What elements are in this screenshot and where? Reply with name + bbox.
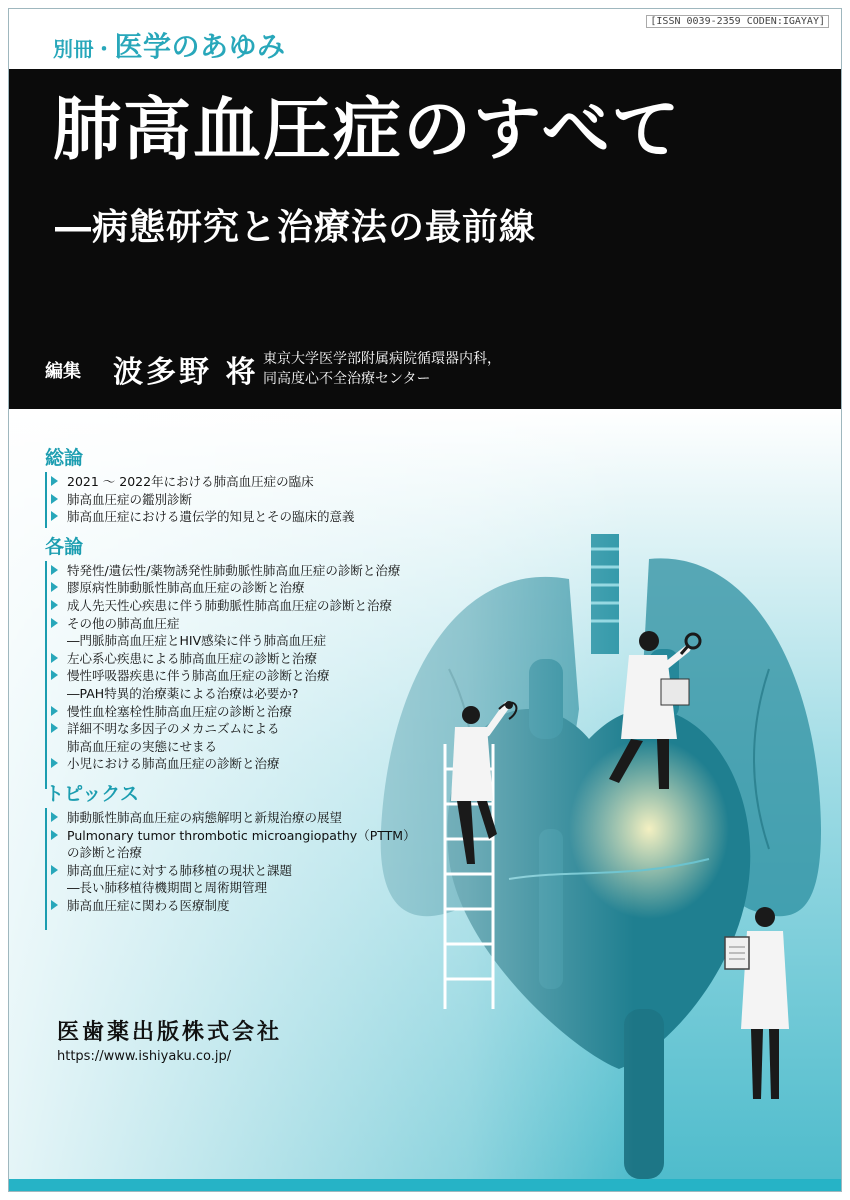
bullet-triangle-icon	[51, 812, 58, 822]
toc-section	[45, 443, 545, 526]
bullet-triangle-icon	[51, 830, 58, 840]
top-strip	[9, 9, 842, 69]
bullet-triangle-icon	[51, 600, 58, 610]
list-item: 肺高血圧症に対する肺移植の現状と課題 ―長い肺移植待機期間と周術期管理	[45, 862, 545, 897]
list-item: 特発性/遺伝性/薬物誘発性肺動脈性肺高血圧症の診断と治療	[45, 562, 545, 580]
list-item: 左心系心疾患による肺高血圧症の診断と治療	[45, 650, 545, 668]
affiliation-line: 東京大学医学部附属病院循環器内科，	[263, 351, 501, 367]
title-band	[9, 69, 842, 409]
bullet-triangle-icon	[51, 511, 58, 521]
editor-name: 波多野 将	[113, 355, 259, 390]
bullet-triangle-icon	[51, 706, 58, 716]
bullet-triangle-icon	[51, 476, 58, 486]
list-item: 詳細不明な多因子のメカニズムによる 肺高血圧症の実態にせまる	[45, 720, 545, 755]
section-heading: 総論	[45, 447, 84, 469]
toc-section	[45, 779, 545, 915]
bullet-triangle-icon	[51, 758, 58, 768]
list-item: 成人先天性心疾患に伴う肺動脈性肺高血圧症の診断と治療	[45, 597, 545, 615]
book-cover	[8, 8, 842, 1192]
toc-section	[45, 532, 545, 773]
bullet-triangle-icon	[51, 494, 58, 504]
editor-affiliation	[263, 349, 501, 389]
bullet-triangle-icon	[51, 900, 58, 910]
bullet-triangle-icon	[51, 618, 58, 628]
list-item: 慢性呼吸器疾患に伴う肺高血圧症の診断と治療 ―PAH特異的治療薬による治療は必要か?	[45, 667, 545, 702]
list-item: 2021 ～ 2022年における肺高血圧症の臨床	[45, 473, 545, 491]
table-of-contents	[45, 439, 545, 914]
issn-code: [ISSN 0039-2359 CODEN:IGAYAY]	[646, 15, 829, 28]
publisher-url[interactable]: https://www.ishiyaku.co.jp/	[57, 1049, 232, 1064]
editor-label: 編集	[45, 361, 81, 382]
page-subtitle: ―病態研究と治療法の最前線	[55, 207, 537, 248]
bullet-triangle-icon	[51, 865, 58, 875]
list-item: Pulmonary tumor thrombotic microangiopathy（PTTM） の診断と治療	[45, 827, 545, 862]
list-item: 膠原病性肺動脈性肺高血圧症の診断と治療	[45, 579, 545, 597]
list-item: その他の肺高血圧症 ―門脈肺高血圧症とHIV感染に伴う肺高血圧症	[45, 615, 545, 650]
list-item: 肺高血圧症に関わる医療制度	[45, 897, 545, 915]
bullet-triangle-icon	[51, 723, 58, 733]
list-item: 小児における肺高血圧症の診断と治療	[45, 755, 545, 773]
bullet-triangle-icon	[51, 565, 58, 575]
list-item: 肺動脈性肺高血圧症の病態解明と新規治療の展望	[45, 809, 545, 827]
list-item: 肺高血圧症の鑑別診断	[45, 491, 545, 509]
series-prefix: 別冊・	[53, 37, 115, 61]
section-heading: トピックス	[45, 782, 140, 805]
series-title	[53, 25, 286, 65]
clipboard-icon	[725, 937, 749, 969]
section-heading: 各論	[45, 535, 84, 558]
bottom-accent-bar	[9, 1179, 842, 1192]
series-name: 医学のあゆみ	[114, 30, 286, 63]
affiliation-line: 同高度心不全治療センター	[263, 371, 431, 387]
bullet-triangle-icon	[51, 670, 58, 680]
bullet-triangle-icon	[51, 653, 58, 663]
list-item: 肺高血圧症における遺伝学的知見とその臨床的意義	[45, 508, 545, 526]
page-title: 肺高血圧症のすべて	[53, 91, 682, 170]
list-item: 慢性血栓塞栓性肺高血圧症の診断と治療	[45, 703, 545, 721]
publisher-name: 医歯薬出版株式会社	[57, 1020, 283, 1045]
bullet-triangle-icon	[51, 582, 58, 592]
